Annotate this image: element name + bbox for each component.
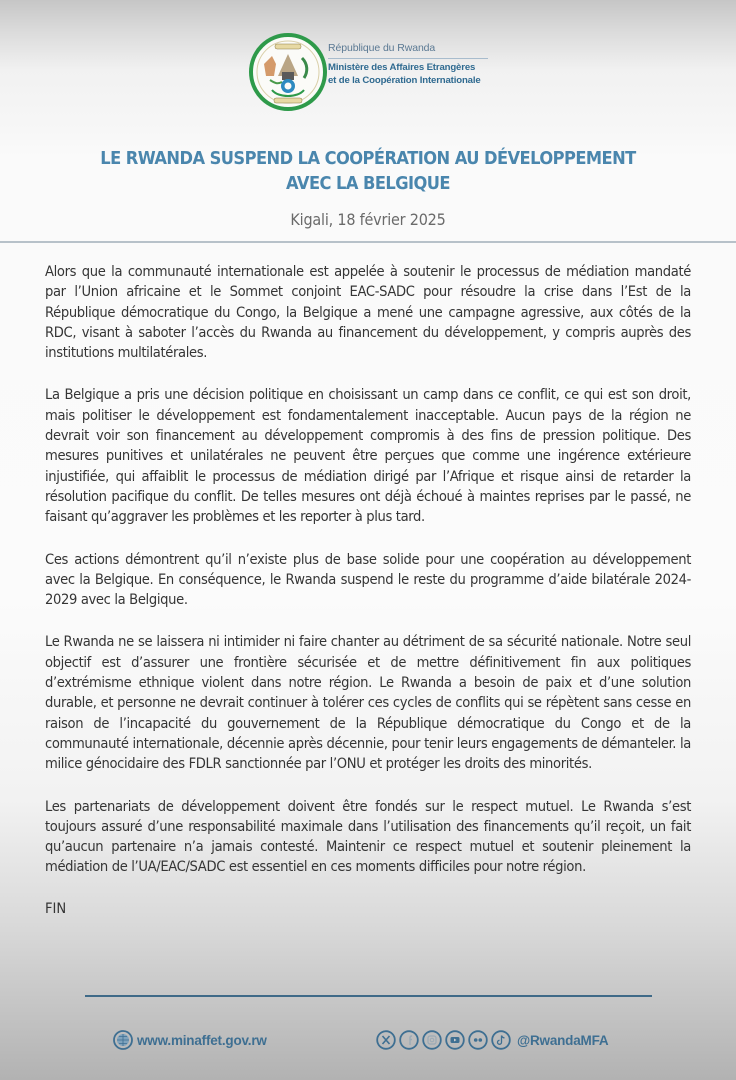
coat-of-arms-icon bbox=[248, 32, 328, 112]
title-line-1: LE RWANDA SUSPEND LA COOPÉRATION AU DÉVELOPPEMENT bbox=[100, 149, 636, 169]
globe-icon bbox=[113, 1030, 133, 1050]
closing-fin: FIN bbox=[45, 899, 67, 917]
ministry-name-line2: et de la Coopération Internationale bbox=[328, 74, 481, 86]
header-divider bbox=[328, 58, 488, 59]
letterhead bbox=[248, 32, 548, 114]
x-icon[interactable] bbox=[376, 1030, 396, 1050]
dateline: Kigali, 18 février 2025 bbox=[290, 210, 446, 229]
country-name: République du Rwanda bbox=[328, 42, 436, 54]
document-title bbox=[26, 147, 710, 197]
website-link[interactable] bbox=[113, 1030, 267, 1050]
title-line-2: AVEC LA BELGIQUE bbox=[286, 174, 450, 194]
paragraph-4: Le Rwanda ne se laissera ni intimider ni faire chanter au détriment de sa sécurité nationale. Notre seul objectif est d’assurer une frontière sécurisée et de mettre définitivement fin aux politiques d’extrémisme ethnique violent dans notre région. Le Rwanda a besoin de paix et d’une solution durable, et personne ne devrait continuer à tolérer ces cycles de conflits qui se répètent sans cesse en raison de l’incapacité du gouvernement de la République démocratique du Congo et de la communauté internationale, décennie après décennie, pour tenir leurs engagements de démanteler. la milice génocidaire des FDLR sanctionnée par l’ONU et protéger les droits des minorités. bbox=[45, 633, 691, 773]
youtube-icon[interactable] bbox=[445, 1030, 465, 1050]
website-url[interactable]: www.minaffet.gov.rw bbox=[137, 1032, 267, 1048]
ministry-block bbox=[328, 42, 488, 87]
paragraph-2: La Belgique a pris une décision politique en choisissant un camp dans ce conflit, ce qui est son droit, mais politiser le développement est fondamentalement inacceptable. Aucun pays de la région ne devrait voir son financement au développement compromis à des fins de pression politique. Des mesures punitives et unilatérales ne peuvent être perçues que comme une ingérence extérieure injustifiée, qui affaiblit le processus de médiation dirigé par l’Afrique et risque ainsi de retarder la résolution pacifique du conflit. De telles mesures ont déjà échoué à maintes reprises par le passé, ne faisant qu’aggraver les problèmes et les reporter à plus tard. bbox=[45, 386, 691, 526]
social-handle[interactable]: @RwandaMFA bbox=[517, 1032, 609, 1048]
footer-divider bbox=[85, 995, 652, 997]
paragraph-1: Alors que la communauté internationale est appelée à soutenir le processus de médiation mandaté par l’Union africaine et le Sommet conjoint EAC-SADC pour résoudre la crise dans l’Est de la République démocratique du Congo, la Belgique a mené une campagne agressive, aux côtés de la RDC, visant à saboter l’accès du Rwanda au financement du développement, y compris auprès des institutions multilatérales. bbox=[45, 263, 691, 362]
instagram-icon[interactable] bbox=[422, 1030, 442, 1050]
tiktok-icon[interactable] bbox=[491, 1030, 511, 1050]
flickr-icon[interactable] bbox=[468, 1030, 488, 1050]
footer bbox=[0, 1028, 736, 1058]
paragraph-5: Les partenariats de développement doivent être fondés sur le respect mutuel. Le Rwanda s’est toujours assuré d’une responsabilité maximale dans l’utilisation des financements qu’il reçoit, un fait qu’aucun partenaire n’a jamais contesté. Maintenir ce respect mutuel et soutenir pleinement la médiation de l’UA/EAC/SADC est essentiel en ces moments difficiles pour notre région. bbox=[45, 797, 691, 876]
social-links bbox=[376, 1030, 608, 1050]
press-release-body bbox=[45, 262, 691, 917]
ministry-name-line1: Ministère des Affaires Etrangères bbox=[328, 62, 476, 73]
title-divider bbox=[0, 241, 736, 243]
facebook-icon[interactable] bbox=[399, 1030, 419, 1050]
paragraph-3: Ces actions démontrent qu’il n’existe plus de base solide pour une coopération au développement avec la Belgique. En conséquence, le Rwanda suspend le reste du programme d’aide bilatérale 2024-2029 avec la Belgique. bbox=[45, 550, 691, 609]
